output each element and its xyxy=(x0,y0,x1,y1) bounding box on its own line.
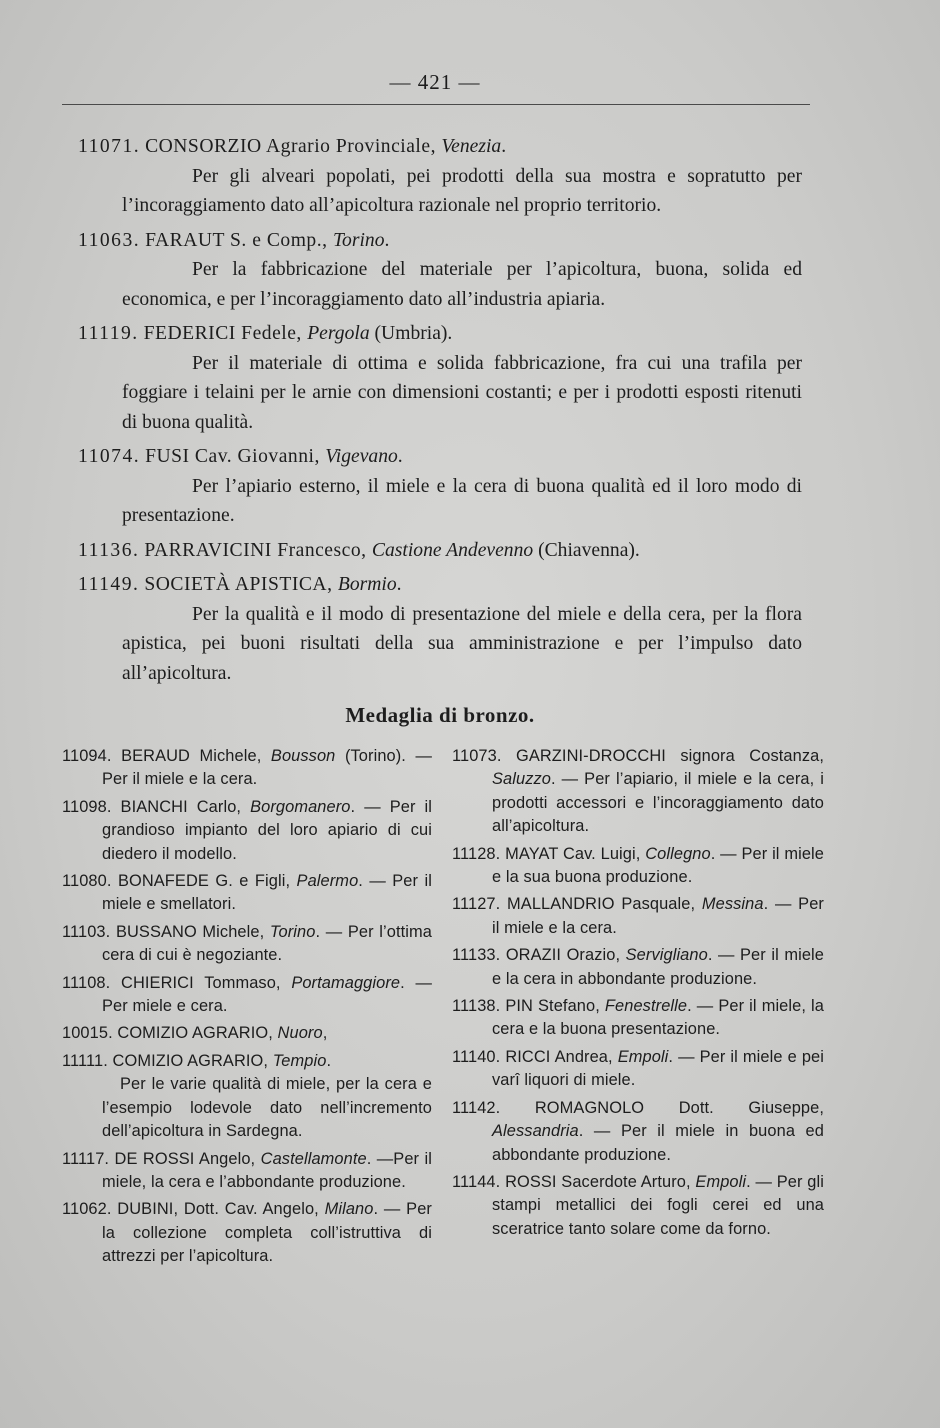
item-name: CHIERICI Tommaso, xyxy=(121,973,292,992)
item-name: BUSSANO Michele, xyxy=(115,922,270,941)
entry-place: Castione Andevenno xyxy=(371,539,534,561)
item-number: 11094. xyxy=(62,747,112,765)
entry-description: Per gli alveari popolati, pei prodotti della sua mostra e sopratutto per l’incoraggiamento dato all’apicoltura razionale nel proprio territorio. xyxy=(122,165,802,216)
item-description: . — Per l’ottima cera di cui è negoziante. xyxy=(102,922,432,965)
right-column xyxy=(452,745,824,1245)
list-item xyxy=(452,944,824,991)
entry-description: Per la qualità e il modo di presentazione del miele e della cera, per la flora apistica, pei buoni risultati della sua amministrazione e per l’impulso dato all’apicoltura. xyxy=(122,603,802,684)
item-description: . — Per il miele e la sua buona produzione. xyxy=(492,844,825,887)
item-place: Empoli xyxy=(617,1047,669,1066)
entry xyxy=(78,442,802,531)
entry xyxy=(78,226,802,315)
item-number: 11108. xyxy=(62,973,111,992)
item-number: 11117. xyxy=(62,1149,110,1168)
item-name: PIN Stefano, xyxy=(505,997,605,1016)
item-place: Torino xyxy=(269,922,316,941)
entry-suffix: . xyxy=(501,136,507,157)
item-name: DE ROSSI Angelo, xyxy=(114,1149,261,1168)
entry-number: 11119. xyxy=(78,323,139,344)
entry-description: Per il materiale di ottima e solida fabbricazione, fra cui una trafila per foggiare i telaini per le arnie con dimensioni costanti; e per i prodotti esposti ritenuti di buona qualità. xyxy=(122,352,802,433)
entry-number: 11074. xyxy=(78,446,141,467)
entry-heading xyxy=(78,536,802,566)
left-column xyxy=(62,745,432,1273)
list-item xyxy=(452,1171,824,1241)
item-place: Milano xyxy=(324,1200,374,1219)
item-description: , xyxy=(322,1024,328,1043)
item-number: 11080. xyxy=(62,872,112,891)
item-description: . — Per il miele e la cera. xyxy=(492,895,824,937)
item-description: . — Per il miele e pei varî liquori di miele. xyxy=(492,1047,824,1090)
item-name: BONAFEDE G. e Figli, xyxy=(117,872,297,891)
entry-number: 11071. xyxy=(78,136,141,157)
item-number: 11144. xyxy=(452,1172,501,1191)
entry xyxy=(78,319,802,437)
item-number: 11142. xyxy=(452,1098,501,1117)
entry-heading xyxy=(78,570,802,600)
entry-description: Per la fabbricazione del materiale per l’apicoltura, buona, solida ed economica, e per l’incoraggiamento dato all’industria apiaria. xyxy=(122,259,802,310)
item-name: BERAUD Michele, xyxy=(121,747,271,765)
entry-name: CONSORZIO Agrario Provinciale, xyxy=(145,136,442,157)
item-description: . — Per il miele, la cera e la buona presentazione. xyxy=(492,997,825,1039)
item-name: ROSSI Sacerdote Arturo, xyxy=(505,1172,696,1191)
item-place: Nuoro xyxy=(277,1024,323,1043)
entry-suffix: (Chiavenna). xyxy=(533,539,640,561)
entry-number: 11149. xyxy=(78,574,140,595)
item-number: 11098. xyxy=(62,797,112,816)
item-name: BIANCHI Carlo, xyxy=(120,797,251,816)
item-description: . — Per il miele e la cera in abbondante produzione. xyxy=(492,946,825,988)
list-item xyxy=(62,1050,432,1144)
item-name: ROMAGNOLO Dott. Giuseppe, xyxy=(534,1098,824,1117)
item-name: ORAZII Orazio, xyxy=(505,946,626,965)
list-item xyxy=(62,745,432,792)
item-place: Bousson xyxy=(270,747,336,765)
item-description: (Torino). — Per il miele e la cera. xyxy=(102,747,432,789)
item-name: COMIZIO AGRARIO, xyxy=(117,1024,278,1043)
item-place: Tempio xyxy=(272,1051,327,1070)
entry-place: Vigevano xyxy=(325,446,398,467)
entry-name: PARRAVICINI Francesco, xyxy=(144,539,372,561)
item-name: COMIZIO AGRARIO, xyxy=(112,1051,273,1070)
item-description: . —Per il miele, la cera e l’abbondante produzione. xyxy=(102,1149,432,1191)
entry-heading xyxy=(78,226,802,256)
item-number: 11062. xyxy=(62,1200,112,1219)
entry-suffix: (Umbria). xyxy=(369,323,453,344)
entry-name: FARAUT S. e Comp., xyxy=(145,229,333,251)
entry-heading xyxy=(78,442,802,472)
item-number: 11140. xyxy=(452,1047,501,1066)
entry-heading xyxy=(78,319,802,349)
header-rule xyxy=(62,104,810,105)
entry-description: Per l’apiario esterno, il miele e la cera di buona qualità ed il loro modo di presentazione. xyxy=(122,475,802,526)
item-number: 11133. xyxy=(452,946,501,965)
item-place: Collegno xyxy=(645,844,711,863)
entry-heading xyxy=(78,132,802,162)
item-number: 10015. xyxy=(62,1024,113,1043)
entry-suffix: . xyxy=(396,574,402,595)
item-number: 11128. xyxy=(452,844,501,863)
entry-place: Bormio xyxy=(337,574,397,595)
entry-number: 11063. xyxy=(78,229,141,251)
list-item xyxy=(452,1046,824,1093)
item-name: RICCI Andrea, xyxy=(505,1047,618,1066)
entry xyxy=(78,132,802,221)
item-place: Empoli xyxy=(695,1172,747,1191)
list-item xyxy=(452,745,824,839)
item-description: . — Per la collezione completa coll’istruttiva di attrezzi per l’apicoltura. xyxy=(102,1200,432,1266)
item-name: MAYAT Cav. Luigi, xyxy=(505,844,646,863)
list-item xyxy=(452,843,824,890)
entry-suffix: . xyxy=(397,446,403,467)
item-number: 11138. xyxy=(452,997,501,1016)
page-number: — 421 — xyxy=(389,70,481,94)
entry-name: FUSI Cav. Giovanni, xyxy=(145,446,326,467)
entry-place: Torino xyxy=(332,229,385,251)
item-description: . — Per gli stampi metallici dei fogli cerei ed una sceratrice tanto solare come da forno. xyxy=(492,1172,824,1238)
item-place: Palermo xyxy=(296,872,359,891)
list-item xyxy=(452,1097,824,1167)
entry-name: FEDERICI Fedele, xyxy=(143,323,308,344)
item-name: DUBINI, Dott. Cav. Angelo, xyxy=(117,1200,325,1219)
section-heading: Medaglia di bronzo. xyxy=(345,703,535,727)
entry-name: SOCIETÀ APISTICA, xyxy=(144,574,338,595)
list-item xyxy=(62,972,432,1019)
item-number: 11073. xyxy=(452,747,502,765)
item-name: GARZINI-DROCCHI signora Costanza, xyxy=(515,747,824,765)
list-item xyxy=(62,1022,432,1045)
list-item xyxy=(452,995,824,1042)
item-subtext: Per le varie qualità di miele, per la cera e l’esempio lodevole dato nell’incremento dell’apicoltura in Sardegna. xyxy=(102,1075,432,1141)
list-item xyxy=(62,1148,432,1195)
item-description: . xyxy=(326,1051,332,1070)
award-entries xyxy=(78,132,802,693)
item-description: . — Per miele e cera. xyxy=(102,973,432,1016)
item-place: Servigliano xyxy=(625,946,708,965)
item-number: 11111. xyxy=(62,1051,108,1070)
item-name: MALLANDRIO Pasquale, xyxy=(507,895,702,914)
entry-number: 11136. xyxy=(78,539,140,561)
item-description: . — Per il miele in buona ed abbondante produzione. xyxy=(492,1122,824,1164)
list-item xyxy=(62,1198,432,1268)
item-place: Borgomanero xyxy=(250,797,351,816)
item-place: Fenestrelle xyxy=(604,997,688,1016)
entry xyxy=(78,536,802,566)
entry-place: Pergola xyxy=(307,323,370,344)
item-place: Saluzzo xyxy=(492,770,552,789)
list-item xyxy=(452,893,824,940)
list-item xyxy=(62,796,432,866)
item-place: Alessandria xyxy=(492,1122,579,1141)
entry-suffix: . xyxy=(384,229,390,251)
list-item xyxy=(62,921,432,968)
item-description: . — Per l’apiario, il miele e la cera, i prodotti accessori e l’incoraggiamento dato all’apicoltura. xyxy=(492,770,824,836)
item-description: . — Per il grandioso impianto del loro apiario di cui diedero il modello. xyxy=(102,797,433,863)
item-place: Messina xyxy=(701,895,764,914)
item-place: Castellamonte xyxy=(260,1149,367,1168)
item-place: Portamaggiore xyxy=(291,973,401,992)
item-number: 11127. xyxy=(452,895,501,914)
list-item xyxy=(62,870,432,917)
entry xyxy=(78,570,802,688)
item-number: 11103. xyxy=(62,922,111,941)
item-description: . — Per il miele e smellatori. xyxy=(102,872,432,914)
entry-place: Venezia xyxy=(441,136,502,157)
